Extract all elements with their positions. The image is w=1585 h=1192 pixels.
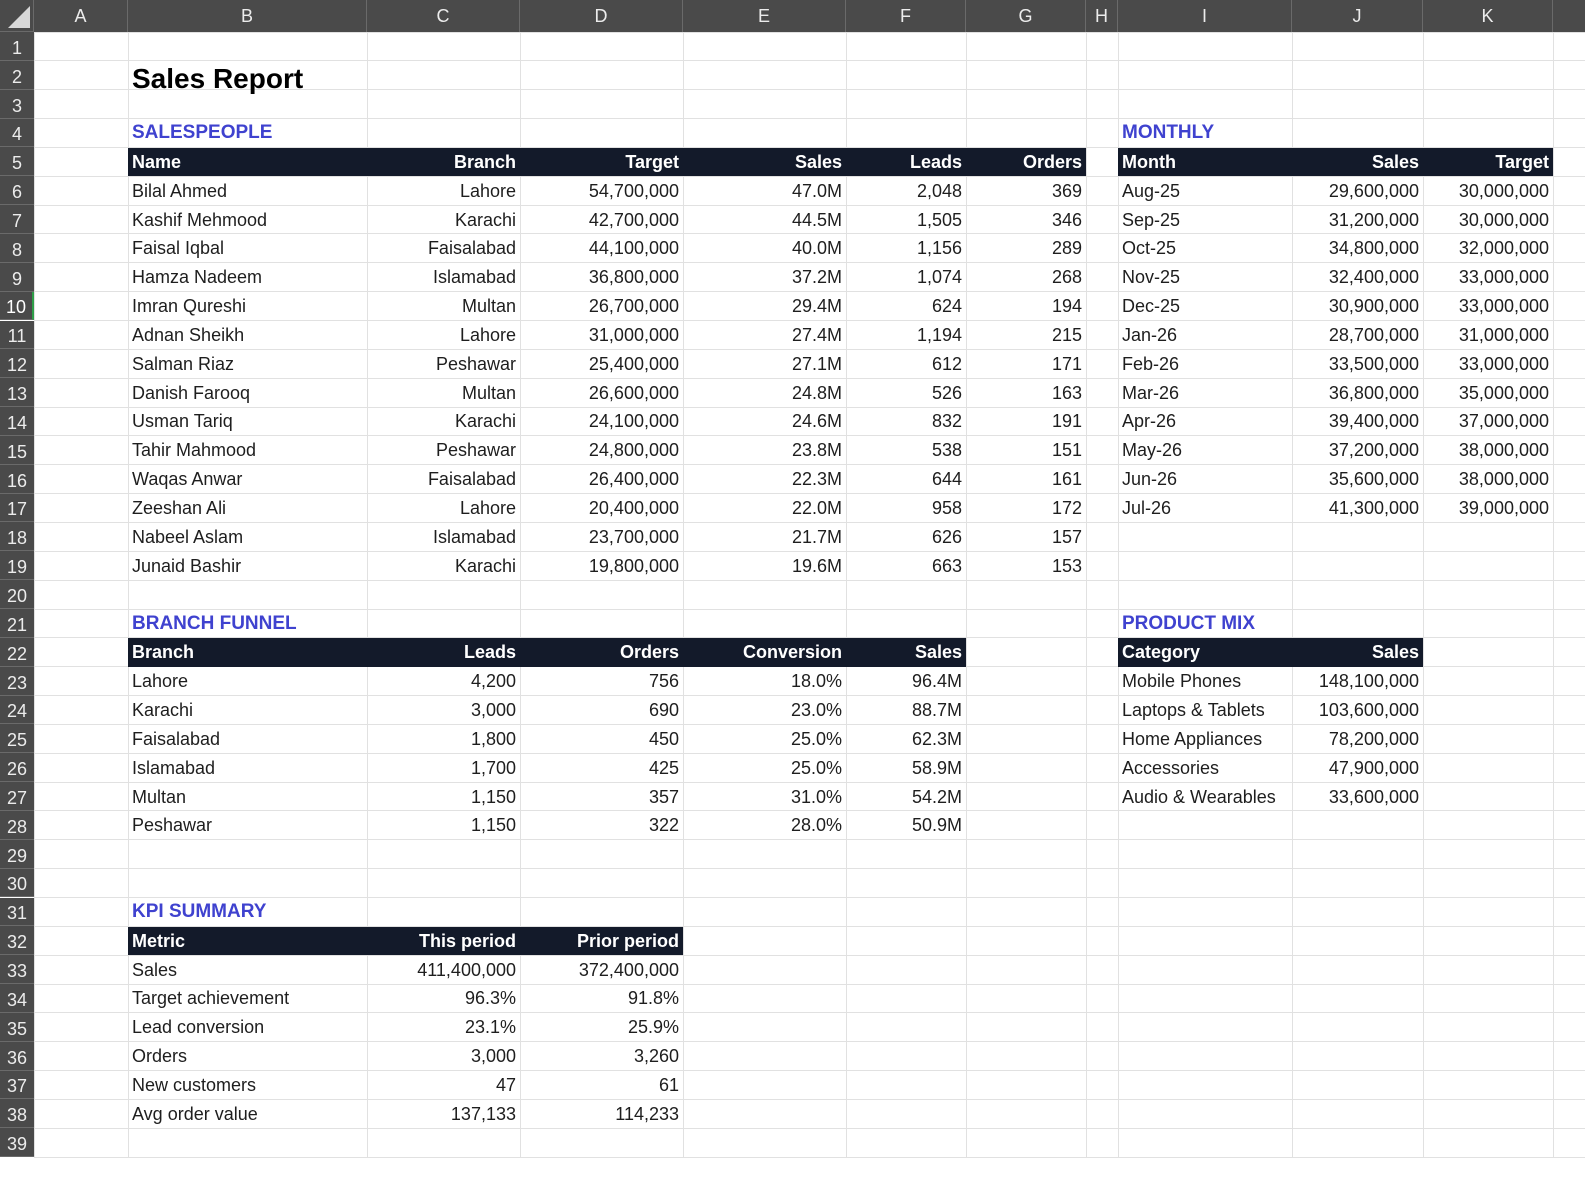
product-mix-column-header: Category [1122, 642, 1201, 663]
monthly-cell[interactable]: Aug-25 [1122, 180, 1181, 201]
monthly-cell[interactable]: 39,000,000 [1458, 498, 1549, 519]
salespeople-cell[interactable]: 1,156 [916, 238, 962, 259]
kpi-summary-cell[interactable]: New customers [132, 1075, 257, 1096]
product-mix-cell[interactable]: Home Appliances [1122, 728, 1263, 749]
row-header-27[interactable]: 27 [0, 782, 34, 811]
row-header-2[interactable]: 2 [0, 61, 34, 90]
monthly-cell[interactable]: 38,000,000 [1458, 469, 1549, 490]
salespeople-column-header: Leads [909, 151, 962, 172]
kpi-summary-cell[interactable]: 61 [658, 1075, 679, 1096]
salespeople-cell[interactable]: 24.6M [791, 411, 842, 432]
monthly-cell[interactable]: Oct-25 [1122, 238, 1177, 259]
salespeople-cell[interactable]: 27.4M [791, 324, 842, 345]
salespeople-cell[interactable]: Adnan Sheikh [132, 324, 245, 345]
branch-funnel-column-header: Leads [463, 642, 516, 663]
branch-funnel-column-header: Sales [914, 642, 962, 663]
salespeople-cell[interactable]: Usman Tariq [132, 411, 233, 432]
salespeople-cell[interactable]: Faisal Iqbal [132, 238, 225, 259]
branch-funnel-cell[interactable]: Lahore [132, 671, 189, 692]
column-header-i[interactable]: I [1118, 0, 1292, 32]
column-header-d[interactable]: D [520, 0, 683, 32]
monthly-cell[interactable]: 28,700,000 [1328, 324, 1419, 345]
column-header-h[interactable]: H [1086, 0, 1118, 32]
kpi-summary-cell[interactable]: 3,260 [633, 1046, 679, 1067]
row-header-7[interactable]: 7 [0, 205, 34, 234]
monthly-cell[interactable]: 32,400,000 [1328, 267, 1419, 288]
product-mix-cell[interactable]: Audio & Wearables [1122, 786, 1276, 807]
branch-funnel-cell[interactable]: 450 [648, 728, 679, 749]
row-header-32[interactable]: 32 [0, 926, 34, 955]
branch-funnel-cell[interactable]: 3,000 [470, 699, 516, 720]
salespeople-cell[interactable]: 612 [931, 353, 962, 374]
row-header-9[interactable]: 9 [0, 263, 34, 292]
branch-funnel-cell[interactable]: 25.0% [790, 728, 842, 749]
branch-funnel-cell[interactable]: 62.3M [911, 728, 962, 749]
row-header-8[interactable]: 8 [0, 234, 34, 263]
monthly-cell[interactable]: Jun-26 [1122, 469, 1178, 490]
row-header-28[interactable]: 28 [0, 811, 34, 840]
monthly-cell[interactable]: Nov-25 [1122, 267, 1181, 288]
product-mix-cell[interactable]: 103,600,000 [1318, 699, 1419, 720]
salespeople-cell[interactable]: 29.4M [791, 296, 842, 317]
salespeople-cell[interactable]: 1,194 [916, 324, 962, 345]
salespeople-cell[interactable]: Lahore [459, 180, 516, 201]
branch-funnel-cell[interactable]: 4,200 [470, 671, 516, 692]
row-header-11[interactable]: 11 [0, 321, 34, 350]
branch-funnel-cell[interactable]: 54.2M [911, 786, 962, 807]
row-header-34[interactable]: 34 [0, 984, 34, 1013]
salespeople-cell[interactable]: Tahir Mahmood [132, 440, 257, 461]
branch-funnel-column-header: Branch [132, 642, 195, 663]
product-mix-cell[interactable]: 47,900,000 [1328, 757, 1419, 778]
salespeople-cell[interactable]: Junaid Bashir [132, 555, 242, 576]
row-header-35[interactable]: 35 [0, 1013, 34, 1042]
kpi-summary-cell[interactable]: Avg order value [132, 1103, 258, 1124]
salespeople-cell[interactable]: 1,505 [916, 209, 962, 230]
branch-funnel-cell[interactable]: 322 [648, 815, 679, 836]
monthly-cell[interactable]: 31,200,000 [1328, 209, 1419, 230]
salespeople-cell[interactable]: 163 [1051, 382, 1082, 403]
monthly-cell[interactable]: 34,800,000 [1328, 238, 1419, 259]
branch-funnel-cell[interactable]: 1,150 [470, 815, 516, 836]
kpi-summary-cell[interactable]: 23.1% [464, 1017, 516, 1038]
monthly-cell[interactable]: May-26 [1122, 440, 1183, 461]
monthly-cell[interactable]: 33,000,000 [1458, 296, 1549, 317]
salespeople-cell[interactable]: 1,074 [916, 267, 962, 288]
kpi-summary-cell[interactable]: 114,233 [615, 1103, 679, 1124]
monthly-cell[interactable]: Sep-25 [1122, 209, 1181, 230]
salespeople-cell[interactable]: 538 [931, 440, 962, 461]
kpi-summary-cell[interactable]: 47 [495, 1075, 516, 1096]
salespeople-cell[interactable]: 26,400,000 [588, 469, 679, 490]
column-header-j[interactable]: J [1292, 0, 1423, 32]
salespeople-cell[interactable]: 24,100,000 [588, 411, 679, 432]
salespeople-column-header: Branch [453, 151, 516, 172]
salespeople-cell[interactable]: 958 [931, 498, 962, 519]
salespeople-cell[interactable]: 161 [1051, 469, 1082, 490]
column-header-filler [1553, 0, 1585, 32]
row-header-37[interactable]: 37 [0, 1071, 34, 1100]
salespeople-cell[interactable]: 19.6M [791, 555, 842, 576]
monthly-cell[interactable]: Apr-26 [1122, 411, 1177, 432]
row-header-29[interactable]: 29 [0, 840, 34, 869]
kpi-summary-cell[interactable]: Sales [132, 959, 178, 980]
salespeople-cell[interactable]: Hamza Nadeem [132, 267, 263, 288]
monthly-cell[interactable]: Mar-26 [1122, 382, 1180, 403]
salespeople-column-header: Orders [1022, 151, 1082, 172]
salespeople-cell[interactable]: Faisalabad [427, 469, 516, 490]
row-header-3[interactable]: 3 [0, 90, 34, 119]
branch-funnel-cell[interactable]: 96.4M [911, 671, 962, 692]
branch-funnel-cell[interactable]: 690 [648, 699, 679, 720]
branch-funnel-cell[interactable]: 88.7M [911, 699, 962, 720]
row-header-5[interactable]: 5 [0, 147, 34, 176]
salespeople-cell[interactable]: Lahore [459, 498, 516, 519]
salespeople-cell[interactable]: 36,800,000 [588, 267, 679, 288]
kpi-summary-section-label: KPI SUMMARY [132, 901, 267, 923]
branch-funnel-column-header: Orders [619, 642, 679, 663]
salespeople-cell[interactable]: Karachi [454, 411, 516, 432]
salespeople-cell[interactable]: Imran Qureshi [132, 296, 247, 317]
monthly-cell[interactable]: 33,000,000 [1458, 353, 1549, 374]
row-header-16[interactable]: 16 [0, 465, 34, 494]
salespeople-cell[interactable]: 171 [1051, 353, 1082, 374]
salespeople-column-header: Name [132, 151, 182, 172]
monthly-cell[interactable]: 35,600,000 [1328, 469, 1419, 490]
monthly-cell[interactable]: Feb-26 [1122, 353, 1180, 374]
row-header-26[interactable]: 26 [0, 753, 34, 782]
salespeople-cell[interactable]: 22.0M [791, 498, 842, 519]
row-header-23[interactable]: 23 [0, 667, 34, 696]
salespeople-cell[interactable]: 663 [931, 555, 962, 576]
column-header-a[interactable]: A [34, 0, 128, 32]
row-header-20[interactable]: 20 [0, 580, 34, 609]
monthly-cell[interactable]: 41,300,000 [1328, 498, 1419, 519]
row-gridline [34, 1157, 1585, 1158]
salespeople-cell[interactable]: 40.0M [791, 238, 842, 259]
row-header-18[interactable]: 18 [0, 522, 34, 551]
monthly-cell[interactable]: 33,500,000 [1328, 353, 1419, 374]
row-header-17[interactable]: 17 [0, 494, 34, 523]
row-header-21[interactable]: 21 [0, 609, 34, 638]
salespeople-cell[interactable]: Islamabad [432, 526, 516, 547]
salespeople-column-header: Target [625, 151, 679, 172]
select-all-corner[interactable] [0, 0, 34, 32]
monthly-column-header: Target [1495, 151, 1549, 172]
salespeople-cell[interactable]: Kashif Mehmood [132, 209, 268, 230]
salespeople-cell[interactable]: Zeeshan Ali [132, 498, 227, 519]
kpi-summary-cell[interactable]: 411,400,000 [417, 959, 516, 980]
row-header-6[interactable]: 6 [0, 176, 34, 205]
salespeople-cell[interactable]: 19,800,000 [588, 555, 679, 576]
branch-funnel-cell[interactable]: 50.9M [911, 815, 962, 836]
product-mix-cell[interactable]: 78,200,000 [1328, 728, 1419, 749]
salespeople-cell[interactable]: 24,800,000 [588, 440, 679, 461]
salespeople-cell[interactable]: Islamabad [432, 267, 516, 288]
salespeople-cell[interactable]: 24.8M [791, 382, 842, 403]
kpi-summary-cell[interactable]: 91.8% [627, 988, 679, 1009]
monthly-cell[interactable]: Jul-26 [1122, 498, 1172, 519]
branch-funnel-column-header: Conversion [742, 642, 842, 663]
row-header-25[interactable]: 25 [0, 724, 34, 753]
product-mix-cell[interactable]: Mobile Phones [1122, 671, 1242, 692]
monthly-cell[interactable]: 38,000,000 [1458, 440, 1549, 461]
kpi-summary-cell[interactable]: Orders [132, 1046, 188, 1067]
branch-funnel-cell[interactable]: Islamabad [132, 757, 216, 778]
salespeople-cell[interactable]: Bilal Ahmed [132, 180, 228, 201]
column-header-k[interactable]: K [1423, 0, 1553, 32]
branch-funnel-section-label: BRANCH FUNNEL [132, 612, 297, 634]
kpi-summary-cell[interactable]: 372,400,000 [578, 959, 679, 980]
branch-funnel-cell[interactable]: Karachi [132, 699, 194, 720]
salespeople-cell[interactable]: 21.7M [791, 526, 842, 547]
salespeople-cell[interactable]: 25,400,000 [588, 353, 679, 374]
salespeople-cell[interactable]: Karachi [454, 209, 516, 230]
salespeople-cell[interactable]: 194 [1051, 296, 1082, 317]
monthly-cell[interactable]: 29,600,000 [1328, 180, 1419, 201]
row-header-24[interactable]: 24 [0, 696, 34, 725]
row-header-1[interactable]: 1 [0, 32, 34, 61]
salespeople-cell[interactable]: 172 [1051, 498, 1082, 519]
kpi-summary-cell[interactable]: 3,000 [470, 1046, 516, 1067]
product-mix-cell[interactable]: Accessories [1122, 757, 1220, 778]
row-header-22[interactable]: 22 [0, 638, 34, 667]
salespeople-cell[interactable]: 624 [931, 296, 962, 317]
salespeople-cell[interactable]: Karachi [454, 555, 516, 576]
monthly-section-label: MONTHLY [1122, 122, 1215, 144]
branch-funnel-cell[interactable]: 25.0% [790, 757, 842, 778]
kpi-summary-cell[interactable]: 25.9% [627, 1017, 679, 1038]
monthly-cell[interactable]: 32,000,000 [1458, 238, 1549, 259]
monthly-cell[interactable]: 30,900,000 [1328, 296, 1419, 317]
row-header-30[interactable]: 30 [0, 869, 34, 898]
product-mix-column-header: Sales [1371, 642, 1419, 663]
branch-funnel-cell[interactable]: 58.9M [911, 757, 962, 778]
monthly-cell[interactable]: 39,400,000 [1328, 411, 1419, 432]
kpi-summary-cell[interactable]: Lead conversion [132, 1017, 265, 1038]
salespeople-cell[interactable]: 44.5M [791, 209, 842, 230]
salespeople-cell[interactable]: Peshawar [435, 440, 516, 461]
column-header-f[interactable]: F [846, 0, 966, 32]
row-header-33[interactable]: 33 [0, 955, 34, 984]
salespeople-section-label: SALESPEOPLE [132, 122, 273, 144]
row-header-36[interactable]: 36 [0, 1042, 34, 1071]
salespeople-cell[interactable]: Danish Farooq [132, 382, 251, 403]
monthly-cell[interactable]: Dec-25 [1122, 296, 1181, 317]
row-header-19[interactable]: 19 [0, 551, 34, 580]
branch-funnel-cell[interactable]: 28.0% [790, 815, 842, 836]
salespeople-cell[interactable]: 191 [1051, 411, 1082, 432]
monthly-cell[interactable]: 35,000,000 [1458, 382, 1549, 403]
row-header-14[interactable]: 14 [0, 407, 34, 436]
row-header-10[interactable]: 10 [0, 292, 34, 321]
row-header-4[interactable]: 4 [0, 119, 34, 148]
salespeople-cell[interactable]: 23,700,000 [588, 526, 679, 547]
branch-funnel-cell[interactable]: 23.0% [790, 699, 842, 720]
salespeople-cell[interactable]: 54,700,000 [588, 180, 679, 201]
row-header-31[interactable]: 31 [0, 898, 34, 927]
report-title: Sales Report [132, 63, 304, 95]
row-header-15[interactable]: 15 [0, 436, 34, 465]
salespeople-cell[interactable]: 47.0M [791, 180, 842, 201]
row-header-13[interactable]: 13 [0, 378, 34, 407]
salespeople-cell[interactable]: 23.8M [791, 440, 842, 461]
monthly-cell[interactable]: 37,200,000 [1328, 440, 1419, 461]
monthly-column-header: Month [1122, 151, 1176, 172]
salespeople-cell[interactable]: Multan [461, 296, 516, 317]
salespeople-cell[interactable]: 644 [931, 469, 962, 490]
row-gridline [34, 868, 1585, 869]
product-mix-cell[interactable]: 33,600,000 [1328, 786, 1419, 807]
row-header-12[interactable]: 12 [0, 349, 34, 378]
kpi-summary-column-header: Prior period [576, 930, 679, 951]
salespeople-cell[interactable]: 626 [931, 526, 962, 547]
product-mix-section-label: PRODUCT MIX [1122, 612, 1255, 634]
branch-funnel-cell[interactable]: 425 [648, 757, 679, 778]
branch-funnel-cell[interactable]: 18.0% [790, 671, 842, 692]
salespeople-cell[interactable]: 20,400,000 [588, 498, 679, 519]
salespeople-cell[interactable]: 26,700,000 [588, 296, 679, 317]
salespeople-cell[interactable]: 44,100,000 [588, 238, 679, 259]
salespeople-cell[interactable]: 22.3M [791, 469, 842, 490]
salespeople-cell[interactable]: 346 [1051, 209, 1082, 230]
salespeople-column-header: Sales [794, 151, 842, 172]
monthly-cell[interactable]: 30,000,000 [1458, 180, 1549, 201]
salespeople-cell[interactable]: 151 [1051, 440, 1082, 461]
branch-funnel-cell[interactable]: 756 [648, 671, 679, 692]
product-mix-cell[interactable]: Laptops & Tablets [1122, 699, 1265, 720]
salespeople-cell[interactable]: 832 [931, 411, 962, 432]
salespeople-cell[interactable]: Multan [461, 382, 516, 403]
branch-funnel-cell[interactable]: 1,150 [470, 786, 516, 807]
product-mix-cell[interactable]: 148,100,000 [1318, 671, 1419, 692]
monthly-cell[interactable]: 31,000,000 [1458, 324, 1549, 345]
salespeople-cell[interactable]: Waqas Anwar [132, 469, 243, 490]
salespeople-cell[interactable]: 42,700,000 [588, 209, 679, 230]
column-header-b[interactable]: B [128, 0, 367, 32]
monthly-column-header: Sales [1371, 151, 1419, 172]
salespeople-cell[interactable]: 157 [1051, 526, 1082, 547]
kpi-summary-cell[interactable]: 137,133 [450, 1103, 516, 1124]
monthly-cell[interactable]: 36,800,000 [1328, 382, 1419, 403]
salespeople-cell[interactable]: Salman Riaz [132, 353, 235, 374]
monthly-cell[interactable]: Jan-26 [1122, 324, 1178, 345]
column-header-g[interactable]: G [966, 0, 1086, 32]
monthly-cell[interactable]: 33,000,000 [1458, 267, 1549, 288]
monthly-cell[interactable]: 37,000,000 [1458, 411, 1549, 432]
branch-funnel-cell[interactable]: Multan [132, 786, 187, 807]
kpi-summary-column-header: Metric [132, 930, 186, 951]
select-all-triangle-icon [8, 6, 30, 28]
row-header-38[interactable]: 38 [0, 1099, 34, 1128]
salespeople-cell[interactable]: Peshawar [435, 353, 516, 374]
monthly-cell[interactable]: 30,000,000 [1458, 209, 1549, 230]
salespeople-cell[interactable]: 369 [1051, 180, 1082, 201]
branch-funnel-cell[interactable]: 1,800 [470, 728, 516, 749]
salespeople-cell[interactable]: 31,000,000 [588, 324, 679, 345]
salespeople-cell[interactable]: 289 [1051, 238, 1082, 259]
column-header-c[interactable]: C [367, 0, 520, 32]
salespeople-cell[interactable]: 215 [1051, 324, 1082, 345]
branch-funnel-cell[interactable]: 357 [648, 786, 679, 807]
row-header-39[interactable]: 39 [0, 1128, 34, 1157]
salespeople-cell[interactable]: 27.1M [791, 353, 842, 374]
kpi-summary-cell[interactable]: Target achievement [132, 988, 290, 1009]
salespeople-cell[interactable]: 26,600,000 [588, 382, 679, 403]
branch-funnel-cell[interactable]: 1,700 [470, 757, 516, 778]
salespeople-cell[interactable]: 2,048 [916, 180, 962, 201]
branch-funnel-cell[interactable]: Peshawar [132, 815, 213, 836]
kpi-summary-column-header: This period [418, 930, 516, 951]
kpi-summary-cell[interactable]: 96.3% [464, 988, 516, 1009]
salespeople-cell[interactable]: Lahore [459, 324, 516, 345]
salespeople-cell[interactable]: 526 [931, 382, 962, 403]
salespeople-cell[interactable]: 153 [1051, 555, 1082, 576]
salespeople-cell[interactable]: 37.2M [791, 267, 842, 288]
branch-funnel-cell[interactable]: Faisalabad [132, 728, 221, 749]
salespeople-cell[interactable]: Nabeel Aslam [132, 526, 244, 547]
salespeople-cell[interactable]: Faisalabad [427, 238, 516, 259]
branch-funnel-cell[interactable]: 31.0% [790, 786, 842, 807]
column-header-e[interactable]: E [683, 0, 846, 32]
salespeople-cell[interactable]: 268 [1051, 267, 1082, 288]
